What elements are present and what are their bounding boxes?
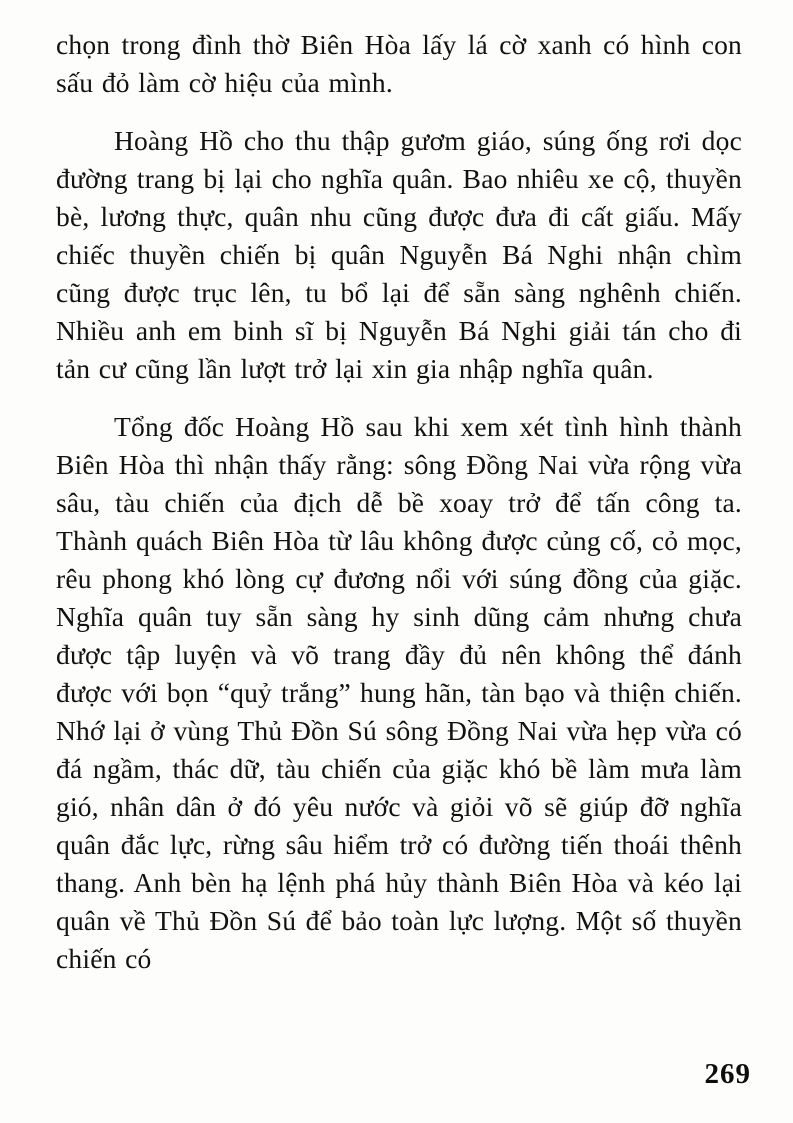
page-text — [56, 26, 742, 998]
paragraph: Hoàng Hồ cho thu thập gươm giáo, súng ống rơi dọc đường trang bị lại cho nghĩa quân. Bao nhiêu xe cộ, thuyền bè, lương thực, quân nhu cũng được đưa đi cất giấu. Mấy chiếc thuyền chiến bị quân Nguyễn Bá Nghi nhận chìm cũng được trục lên, tu bổ lại để sẵn sàng nghênh chiến. Nhiều anh em binh sĩ bị Nguyễn Bá Nghi giải tán cho đi tản cư cũng lần lượt trở lại xin gia nhập nghĩa quân. — [56, 125, 742, 384]
paragraph: Tổng đốc Hoàng Hồ sau khi xem xét tình hình thành Biên Hòa thì nhận thấy rằng: sông Đồng Nai vừa rộng vừa sâu, tàu chiến của địch dễ bề xoay trở để tấn công ta. Thành quách Biên Hòa từ lâu không được củng cố, cỏ mọc, rêu phong khó lòng cự đương nổi với súng đồng của giặc. Nghĩa quân tuy sẵn sàng hy sinh dũng cảm nhưng chưa được tập luyện và võ trang đầy đủ nên không thể đánh được với bọn “quỷ trắng” hung hãn, tàn bạo và thiện chiến. Nhớ lại ở vùng Thủ Đồn Sú sông Đồng Nai vừa hẹp vừa có đá ngầm, thác dữ, tàu chiến của giặc khó bề làm mưa làm gió, nhân dân ở đó yêu nước và giỏi võ sẽ giúp đỡ nghĩa quân đắc lực, rừng sâu hiểm trở có đường tiến thoái thênh thang. Anh bèn hạ lệnh phá hủy thành Biên Hòa và kéo lại quân về Thủ Đồn Sú để bảo toàn lực lượng. Một số thuyền chiến có — [56, 411, 742, 974]
paragraph: chọn trong đình thờ Biên Hòa lấy lá cờ xanh có hình con sấu đỏ làm cờ hiệu của mình. — [56, 29, 742, 98]
page-number: 269 — [704, 1058, 751, 1090]
